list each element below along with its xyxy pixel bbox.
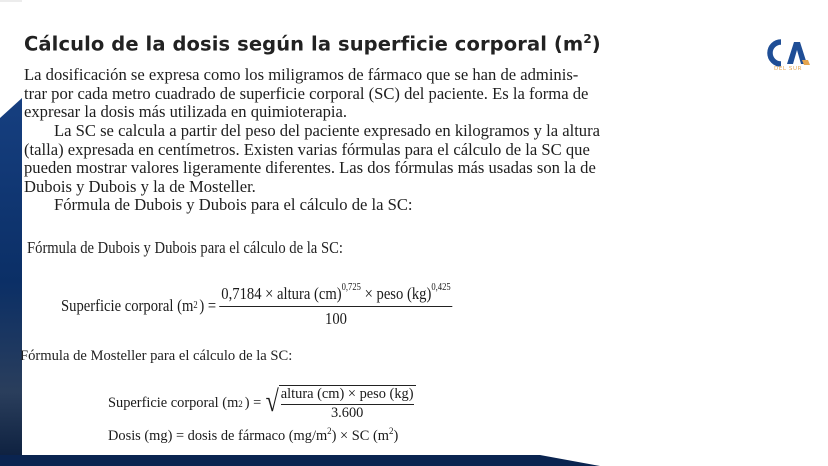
text-line: trar por cada metro cuadrado de superficie corporal (SC) del paciente. Es la forma de (24, 83, 589, 103)
dose-formula: Dosis (mg) = dosis de fármaco $(mg/m^2)$ × SC $(m^2)$ (108, 426, 399, 444)
square-root (264, 385, 415, 422)
paragraph-dosificacion (24, 66, 714, 122)
text-line: expresar la dosis más utilizada en quimioterapia. (24, 102, 348, 122)
text-line: Fórmula de Dubois y Dubois para el cálculo de la SC: (54, 195, 413, 215)
dubois-denominator: 100 (325, 309, 347, 328)
text-line: La dosificación se expresa como los miligramos de fármaco que se han de adminis- (24, 65, 579, 84)
mosteller-numerator: altura (cm) × peso (kg) (281, 386, 414, 405)
text-line: La SC se calcula a partir del peso del paciente expresado en kilogramos y la altura (54, 121, 600, 140)
dubois-formula: Superficie corporal (m 2 ) = $\frac{0,7184 \times altura (cm)^{0,725} \times peso (kg)^{0,425}}{100}$ (61, 282, 451, 328)
mosteller-denominator: 3.600 (330, 405, 364, 421)
dubois-numerator: 0,7184 × altura (cm)$^{0,725}$ × peso (kg)$^{0,425}$ (220, 282, 453, 307)
text-line: (talla) expresada en centímetros. Existen varias fórmulas para el cálculo de la SC que (24, 139, 590, 159)
dubois-heading: Fórmula de Dubois y Dubois para el cálculo de la SC: (27, 238, 343, 257)
logo-subtitle: DEL SUR (774, 66, 803, 72)
radical-icon: √ (265, 385, 280, 418)
mosteller-heading: Fórmula de Mosteller para el cálculo de la SC: (20, 348, 293, 364)
dubois-fraction (220, 282, 453, 329)
mosteller-formula: Superficie corporal (m 2 ) = √ $\frac{\text{altura (cm) × peso (kg)}}{3.600}$ (108, 385, 414, 421)
text-line: Dubois y Dubois y la de Mosteller. (24, 176, 256, 196)
text-line: pueden mostrar valores ligeramente diferentes. Las dos fórmulas más usadas son la de (24, 158, 596, 178)
page-title: Cálculo de la dosis según la superficie corporal $(m^2)$ (24, 32, 601, 56)
paragraph-sc-calculo (24, 122, 714, 215)
